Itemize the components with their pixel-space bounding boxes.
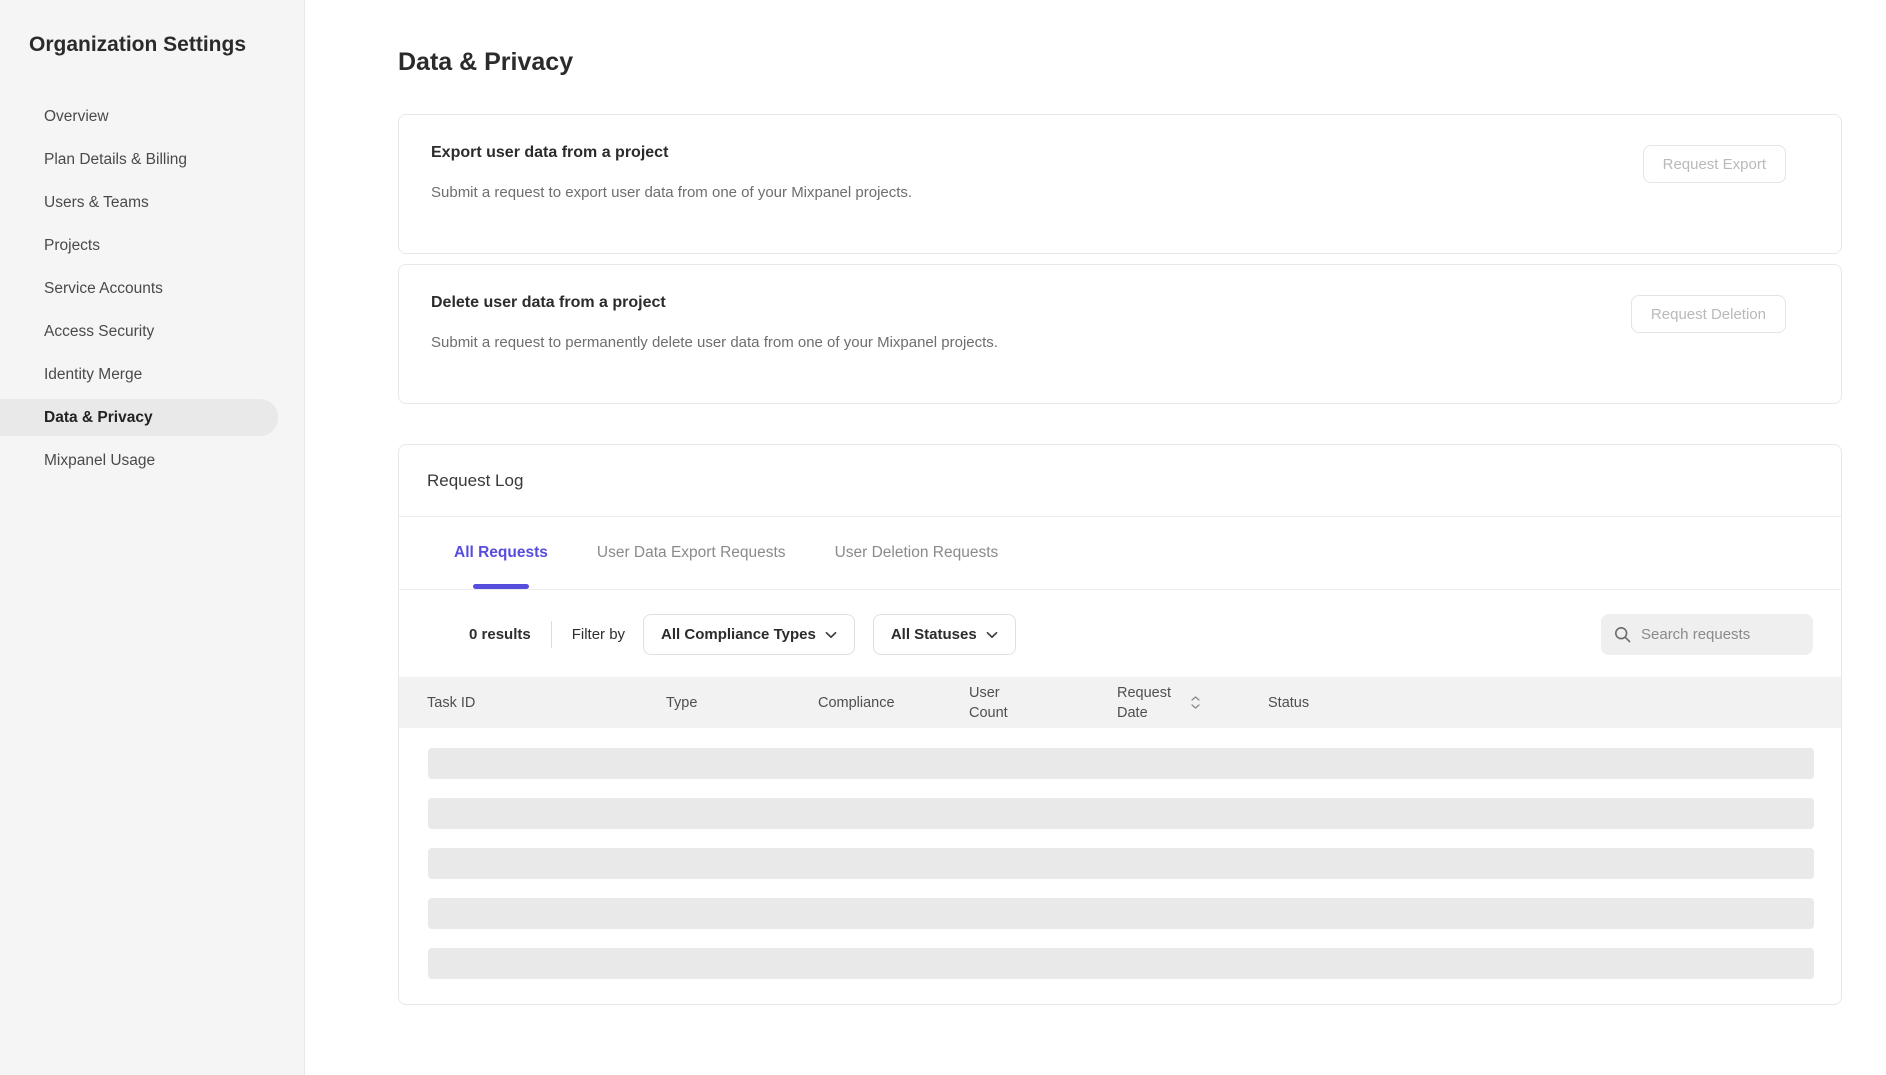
column-header-user-count (969, 683, 1117, 723)
sidebar-item-service-accounts[interactable]: Service Accounts (44, 280, 163, 297)
request-deletion-button[interactable]: Request Deletion (1631, 295, 1786, 333)
tab-user-data-export-requests[interactable] (597, 517, 786, 589)
column-header-request-date[interactable] (1117, 683, 1268, 723)
column-header-task-id (427, 693, 666, 713)
search-input[interactable] (1641, 626, 1800, 643)
tab-label: All Requests (454, 544, 548, 561)
sort-icon[interactable] (1191, 696, 1200, 709)
tab-label: User Data Export Requests (596, 544, 786, 561)
column-label: Task ID (427, 694, 476, 711)
card-title: Delete user data from a project (431, 294, 666, 311)
skeleton-row (428, 898, 1814, 929)
sidebar-item-mixpanel-usage[interactable]: Mixpanel Usage (44, 452, 156, 469)
sidebar (0, 0, 305, 1075)
skeleton-row (428, 798, 1814, 829)
all-compliance-types-dropdown[interactable] (643, 614, 855, 655)
table-body-loading (399, 728, 1841, 1004)
filter-dropdowns (625, 614, 1016, 655)
dropdown-label: All Statuses (890, 626, 977, 643)
column-label: Type (666, 694, 698, 711)
column-label: User Count (969, 684, 1008, 721)
card-description: Submit a request to export user data from one of your Mixpanel projects. (431, 184, 913, 201)
skeleton-row (428, 848, 1814, 879)
sidebar-item-projects[interactable]: Projects (44, 237, 100, 254)
column-label: Request Date (1117, 684, 1172, 721)
results-count: 0 results (469, 626, 531, 643)
page-title: Data & Privacy (398, 48, 574, 76)
filter-by-label: Filter by (571, 626, 626, 643)
skeleton-row (428, 948, 1814, 979)
request-log-tabs (399, 517, 1841, 590)
column-header-status (1268, 693, 1841, 713)
request-export-button[interactable]: Request Export (1643, 145, 1786, 183)
column-label: Status (1268, 694, 1310, 711)
card-title: Export user data from a project (431, 144, 669, 161)
sidebar-item-users-teams[interactable]: Users & Teams (44, 194, 149, 211)
request-log-title: Request Log (399, 445, 1841, 517)
tab-label: User Deletion Requests (834, 544, 999, 561)
search-box[interactable] (1601, 614, 1813, 655)
column-label: Compliance (818, 694, 895, 711)
all-statuses-dropdown[interactable] (873, 614, 1016, 655)
column-header-compliance (818, 693, 969, 713)
sidebar-item-plan-details-billing[interactable]: Plan Details & Billing (44, 151, 188, 168)
chevron-down-icon (986, 631, 998, 639)
card-description: Submit a request to permanently delete user data from one of your Mixpanel projects. (431, 334, 998, 351)
divider (551, 621, 552, 648)
sidebar-item-data-privacy[interactable]: Data & Privacy (0, 399, 278, 436)
tab-all-requests[interactable] (454, 517, 548, 589)
delete-user-data-card (398, 264, 1842, 404)
table-header (399, 677, 1841, 728)
tab-user-deletion-requests[interactable] (835, 517, 999, 589)
request-log-card (398, 444, 1842, 1005)
column-header-type (666, 693, 818, 713)
export-user-data-card (398, 114, 1842, 254)
filter-row (399, 590, 1841, 677)
active-tab-underline (473, 584, 529, 589)
chevron-down-icon (825, 631, 837, 639)
skeleton-row (428, 748, 1814, 779)
sidebar-nav (0, 98, 304, 479)
main-content (305, 0, 1886, 1075)
sidebar-item-overview[interactable]: Overview (44, 108, 109, 125)
search-icon (1614, 626, 1631, 643)
sidebar-item-identity-merge[interactable]: Identity Merge (44, 366, 143, 383)
dropdown-label: All Compliance Types (661, 626, 816, 643)
sidebar-item-access-security[interactable]: Access Security (44, 323, 155, 340)
sidebar-title: Organization Settings (29, 33, 247, 56)
